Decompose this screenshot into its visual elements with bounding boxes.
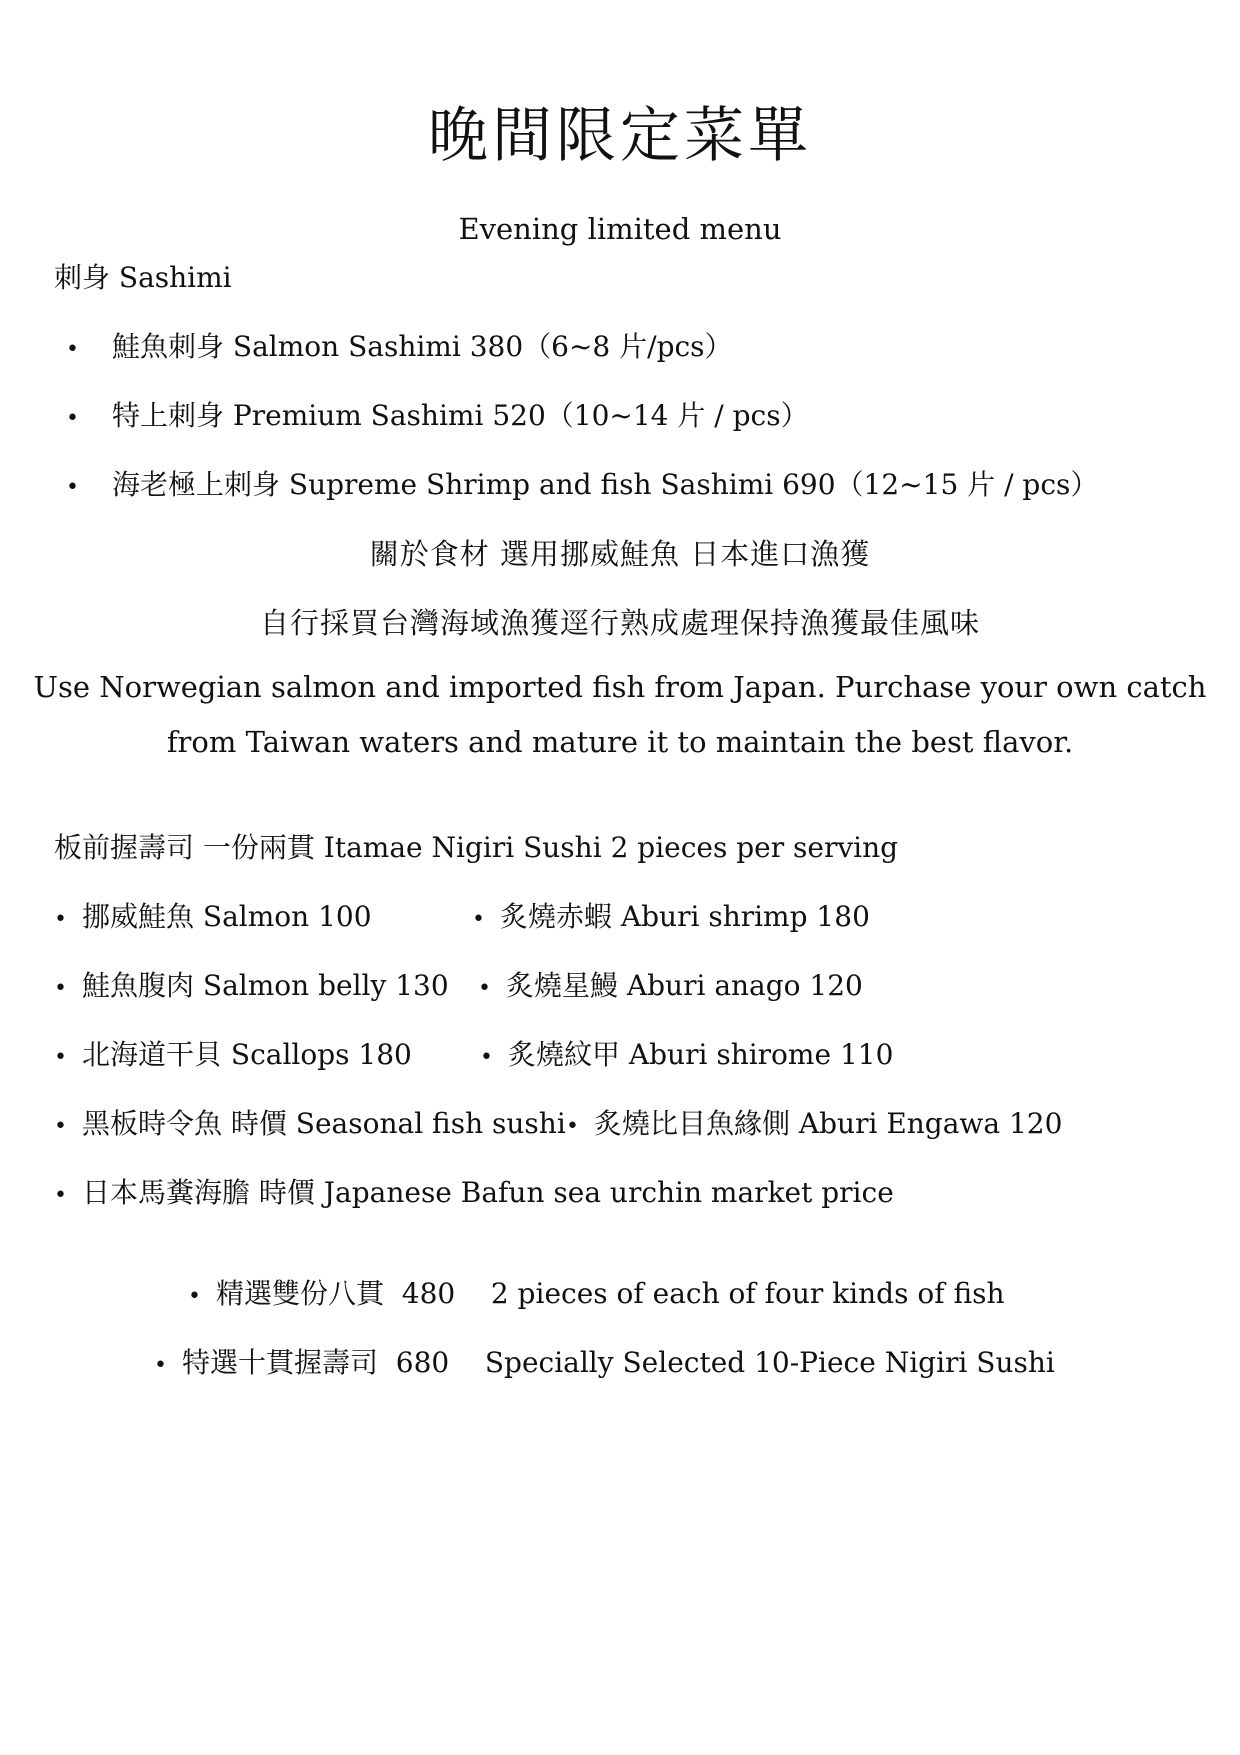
bullet-icon: • <box>54 1183 67 1208</box>
nigiri-item-aburi-engawa: 炙燒比目魚緣側 Aburi Engawa 120 <box>594 1107 1063 1140</box>
page-subtitle: Evening limited menu <box>458 212 782 246</box>
bullet-icon: • <box>472 907 485 932</box>
list-item <box>66 325 733 365</box>
bullet-icon: • <box>478 976 491 1001</box>
bullet-icon: • <box>54 1045 67 1070</box>
nigiri-item-sea-urchin: 日本馬糞海膽 時價 Japanese Bafun sea urchin market price <box>82 1176 894 1209</box>
nigiri-item-seasonal-fish: 黑板時令魚 時價 Seasonal fish sushi <box>82 1107 566 1140</box>
list-item <box>154 1341 1055 1381</box>
list-item <box>480 1033 893 1073</box>
nigiri-item-salmon: 挪威鮭魚 Salmon 100 <box>82 900 372 933</box>
ingredient-note-en-2: from Taiwan waters and mature it to maintain the best flavor. <box>166 725 1074 759</box>
ingredient-note-cjk-2: 自行採買台灣海域漁獲逕行熟成處理保持漁獲最佳風味 <box>259 606 980 640</box>
sashimi-item-salmon: 鮭魚刺身 Salmon Sashimi 380（6~8 片/pcs） <box>112 330 733 363</box>
list-item <box>54 1102 566 1142</box>
list-item <box>566 1102 1062 1142</box>
nigiri-item-aburi-shrimp: 炙燒赤蝦 Aburi shrimp 180 <box>500 900 870 933</box>
bullet-icon: • <box>54 907 67 932</box>
nigiri-item-aburi-anago: 炙燒星鰻 Aburi anago 120 <box>506 969 863 1002</box>
list-item <box>54 1033 412 1073</box>
list-item <box>54 1171 894 1211</box>
bullet-icon: • <box>66 475 79 500</box>
list-item <box>54 964 449 1004</box>
nigiri-item-salmon-belly: 鮭魚腹肉 Salmon belly 130 <box>82 969 449 1002</box>
bullet-icon: • <box>188 1284 201 1309</box>
bullet-icon: • <box>54 976 67 1001</box>
nigiri-item-aburi-shirome: 炙燒紋甲 Aburi shirome 110 <box>508 1038 894 1071</box>
sashimi-heading: 刺身 Sashimi <box>54 261 232 294</box>
page-title: 晚間限定菜單 <box>428 101 812 171</box>
ingredient-note-cjk-1: 關於食材 選用挪威鮭魚 日本進口漁獲 <box>369 537 871 571</box>
bullet-icon: • <box>54 1114 67 1139</box>
sashimi-item-premium: 特上刺身 Premium Sashimi 520（10~14 片 / pcs） <box>112 399 809 432</box>
bullet-icon: • <box>66 337 79 362</box>
set-item-eight-pieces: 精選雙份八貫 480 2 pieces of each of four kinds of fish <box>216 1277 1005 1310</box>
list-item <box>188 1272 1005 1312</box>
sashimi-item-supreme: 海老極上刺身 Supreme Shrimp and fish Sashimi 690（12~15 片 / pcs） <box>112 468 1099 501</box>
list-item <box>66 394 809 434</box>
ingredient-note-en-1: Use Norwegian salmon and imported fish from Japan. Purchase your own catch <box>33 670 1207 704</box>
nigiri-item-scallops: 北海道干貝 Scallops 180 <box>82 1038 412 1071</box>
nigiri-heading: 板前握壽司 一份兩貫 Itamae Nigiri Sushi 2 pieces per serving <box>54 831 899 864</box>
list-item <box>54 895 372 935</box>
list-item <box>478 964 863 1004</box>
bullet-icon: • <box>66 406 79 431</box>
set-item-ten-pieces: 特選十貫握壽司 680 Specially Selected 10-Piece Nigiri Sushi <box>182 1346 1055 1379</box>
list-item <box>66 463 1098 503</box>
bullet-icon: • <box>566 1114 579 1139</box>
bullet-icon: • <box>154 1353 167 1378</box>
list-item <box>472 895 870 935</box>
bullet-icon: • <box>480 1045 493 1070</box>
